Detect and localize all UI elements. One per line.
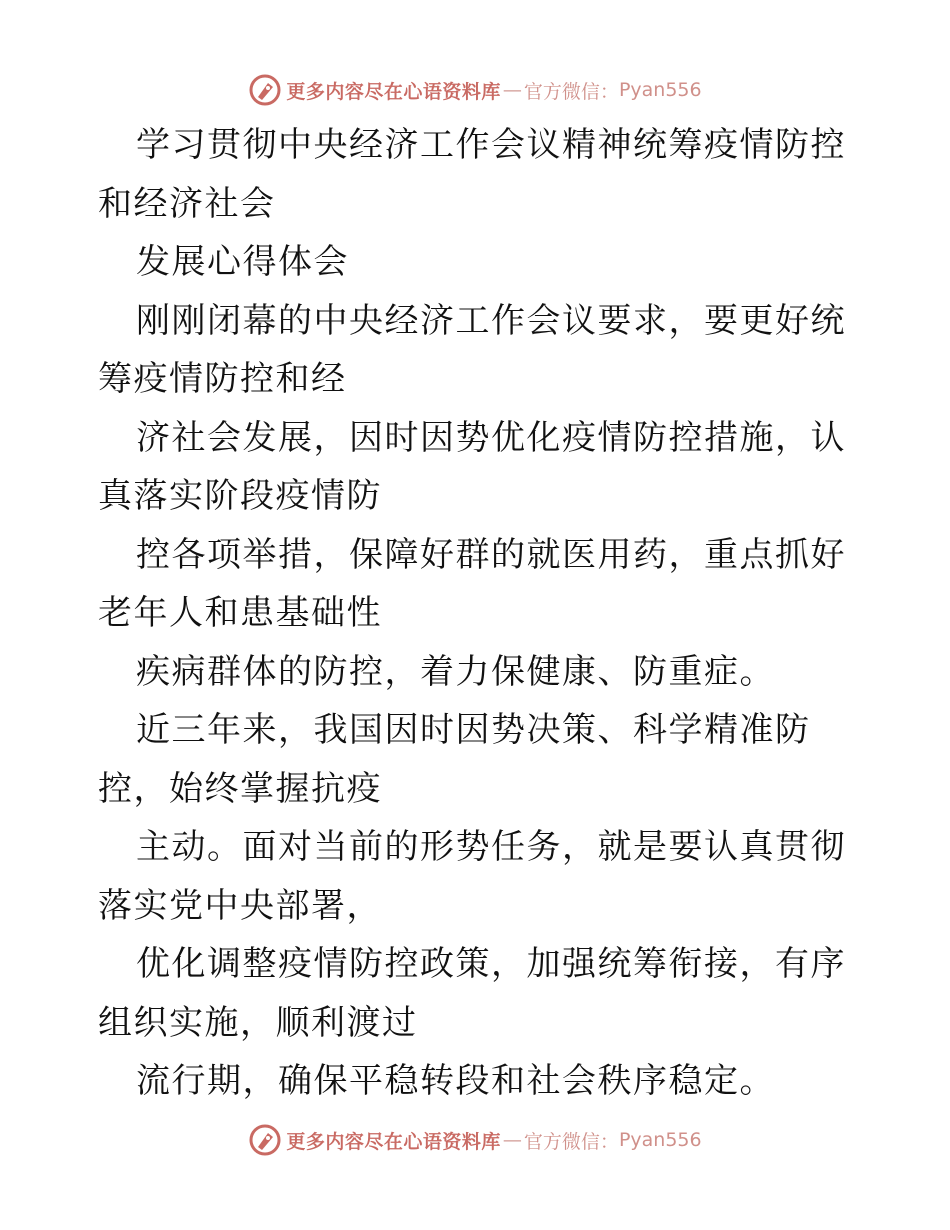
document-body (98, 116, 858, 1111)
document-line: 主动。面对当前的形势任务，就是要认真贯彻落实党中央部署， (98, 827, 846, 926)
header-wechat-id: Pyan556 (618, 79, 702, 101)
document-line: 疾病群体的防控，着力保健康、防重症。 (136, 651, 775, 692)
pen-nib-icon (248, 73, 282, 107)
document-line: 济社会发展，因时因势优化疫情防控措施，认真落实阶段疫情防 (98, 417, 846, 516)
pen-nib-icon (248, 1123, 282, 1157)
footer-wechat-label: 官方微信： (523, 1130, 619, 1153)
header-banner-separator: — (502, 79, 522, 101)
document-line: 优化调整疫情防控政策，加强统筹衔接，有序组织实施，顺利渡过 (98, 944, 846, 1043)
document-line: 流行期，确保平稳转段和社会秩序稳定。 (136, 1061, 775, 1101)
header-wechat-label: 官方微信： (523, 80, 619, 103)
footer-wechat-id: Pyan556 (618, 1129, 702, 1151)
document-line: 发展心得体会 (136, 242, 349, 282)
document-line: 刚刚闭幕的中央经济工作会议要求，要更好统筹疫情防控和经 (98, 300, 846, 399)
header-banner-text: 更多内容尽在心语资料库 (286, 80, 501, 103)
document-line: 近三年来，我国因时因势决策、科学精准防控，始终掌握抗疫 (98, 710, 811, 809)
footer-banner-text: 更多内容尽在心语资料库 (286, 1130, 501, 1153)
header-banner (0, 70, 950, 110)
document-line: 学习贯彻中央经济工作会议精神统筹疫情防控和经济社会 (98, 125, 846, 224)
footer-banner-separator: — (502, 1129, 522, 1151)
footer-banner (0, 1120, 950, 1160)
document-line: 控各项举措，保障好群的就医用药，重点抓好老年人和患基础性 (98, 534, 846, 633)
